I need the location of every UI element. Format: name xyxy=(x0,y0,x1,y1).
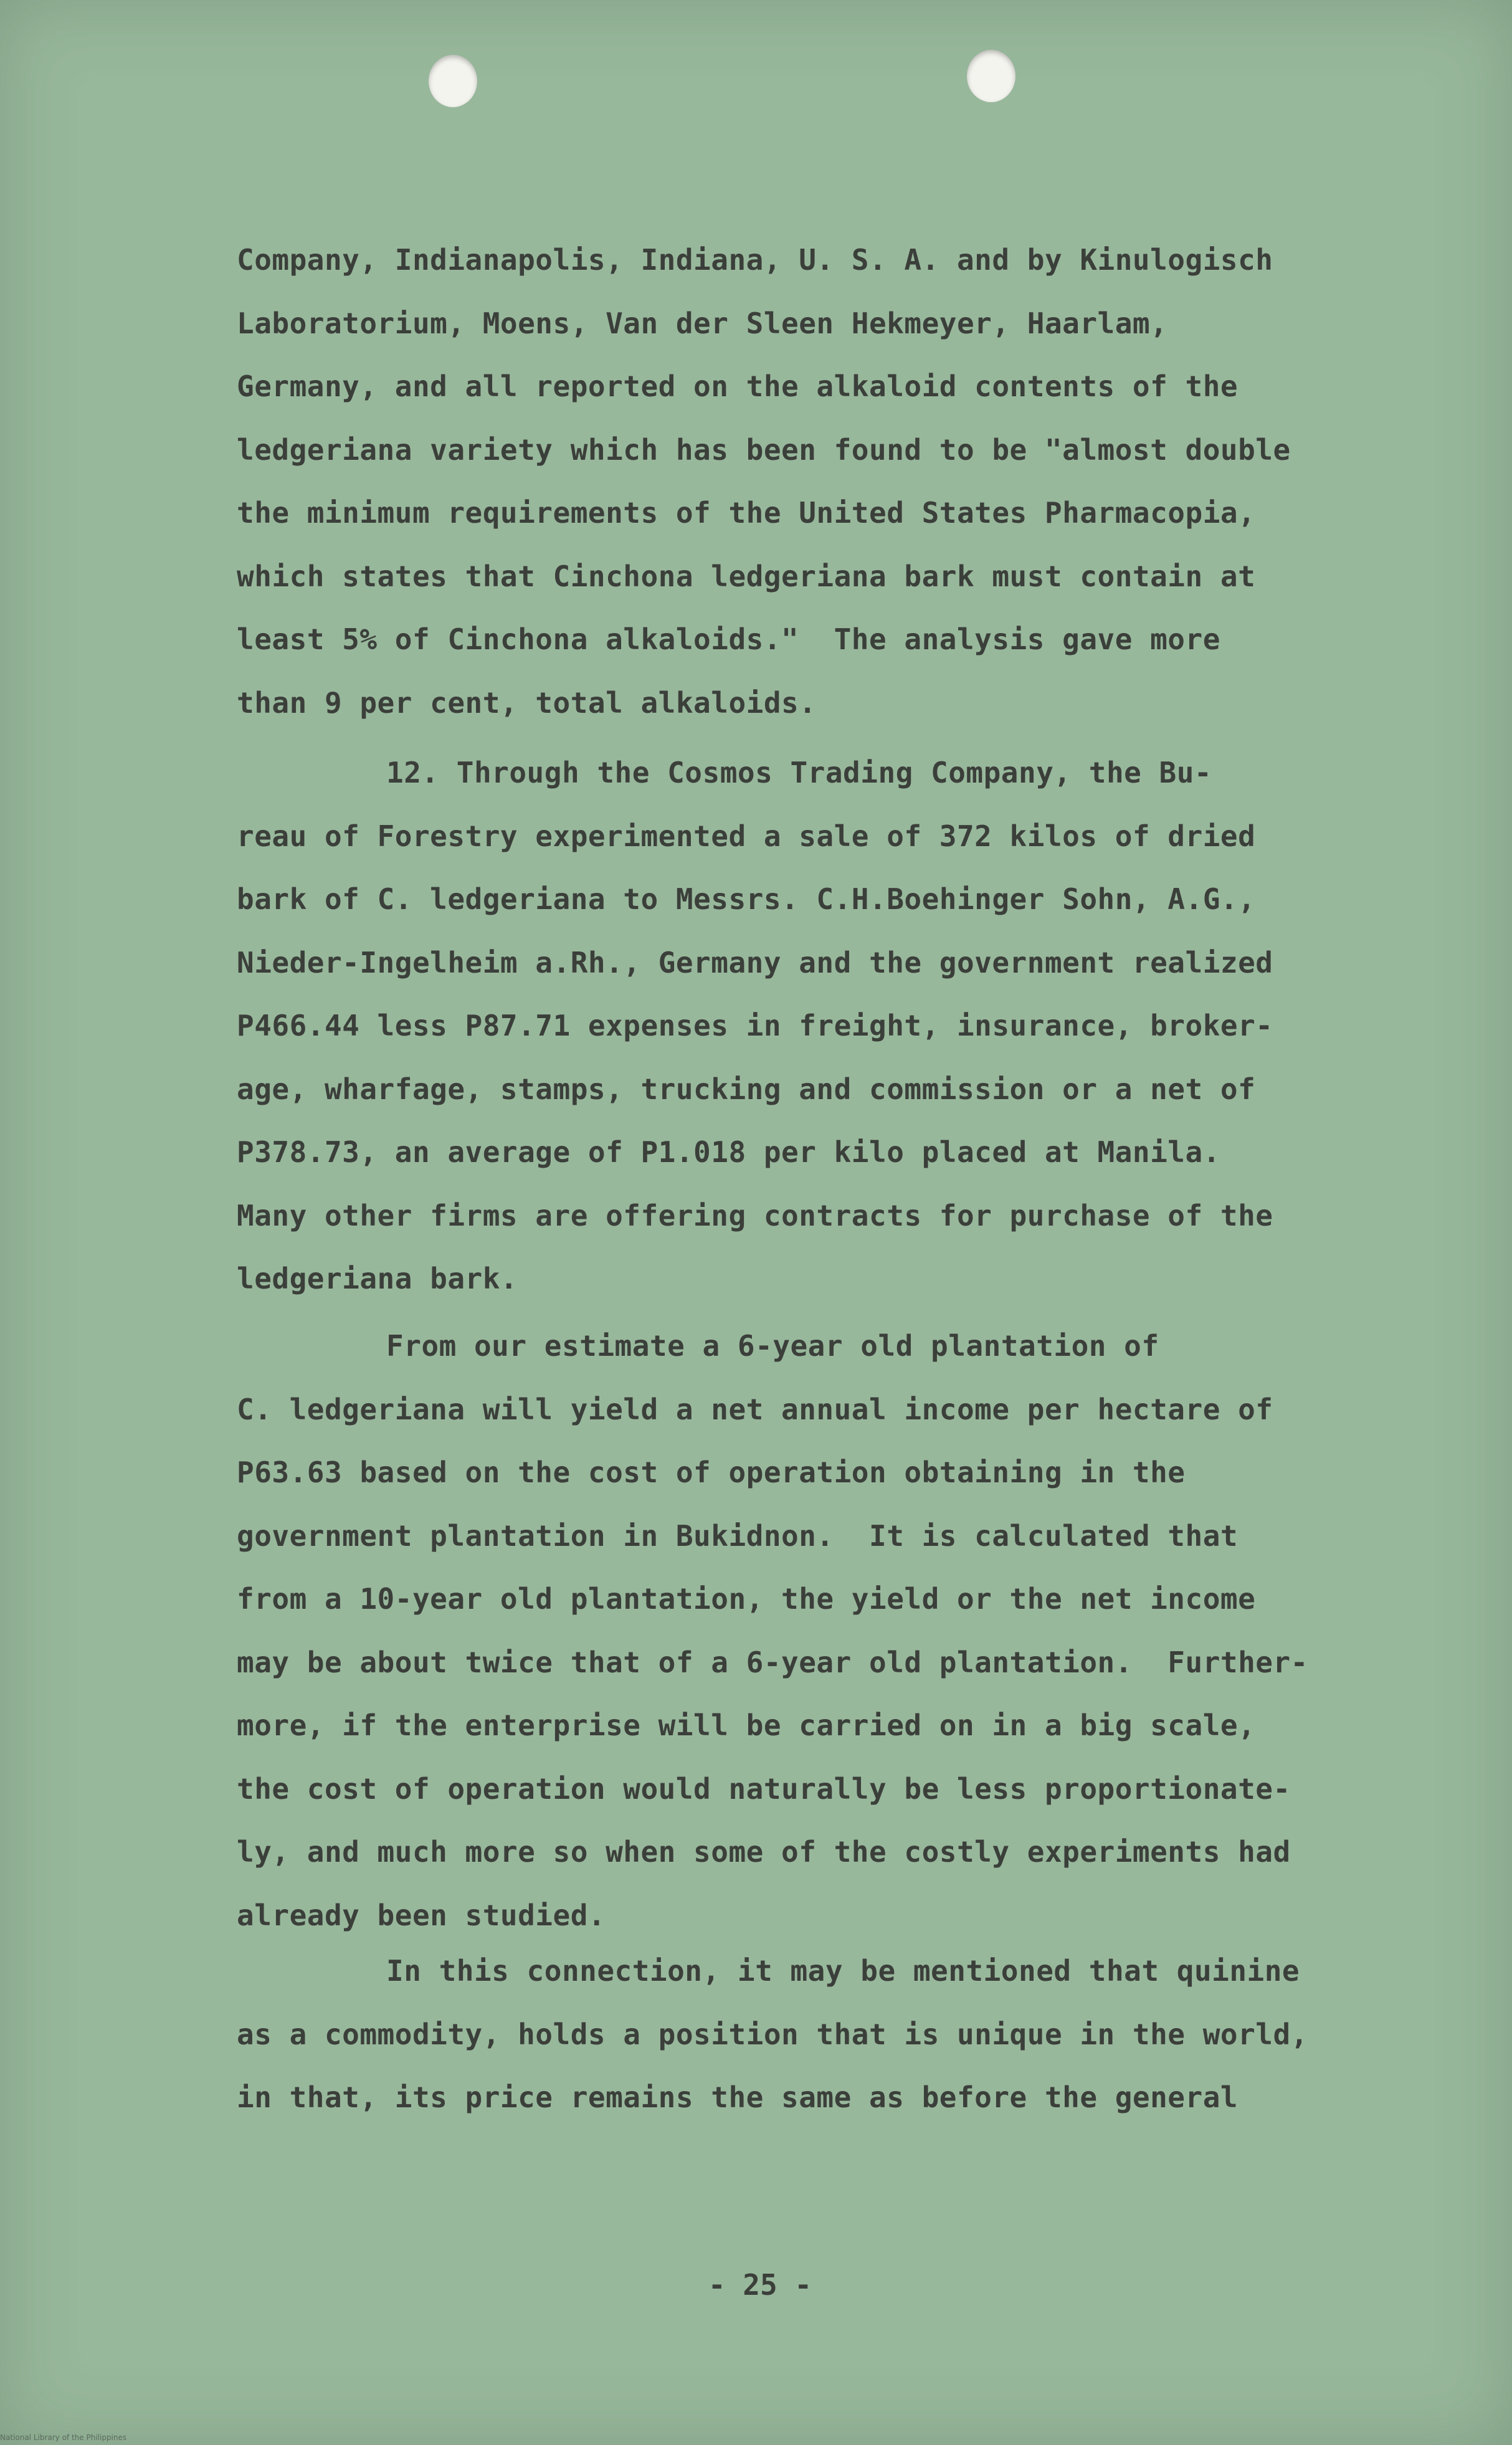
paragraph-12 xyxy=(237,741,1377,1311)
text-line: as a commodity, holds a position that is unique in the world, xyxy=(237,2017,1308,2051)
text-line: from a 10-year old plantation, the yield or the net income xyxy=(237,1582,1256,1616)
text-line: bark of C. ledgeriana to Messrs. C.H.Boehinger Sohn, A.G., xyxy=(237,882,1256,916)
text-line: already been studied. xyxy=(237,1898,606,1932)
text-line: which states that Cinchona ledgeriana bark must contain at xyxy=(237,559,1256,593)
text-line: P466.44 less P87.71 expenses in freight, insurance, broker- xyxy=(237,1009,1273,1042)
punch-hole-right xyxy=(967,50,1015,102)
paragraph-connection xyxy=(237,1940,1377,2130)
paragraph-estimate xyxy=(237,1315,1377,1947)
text-line: the cost of operation would naturally be less proportionate- xyxy=(237,1771,1291,1806)
page-number: - 25 - xyxy=(708,2268,812,2302)
text-line: government plantation in Bukidnon. It is calculated that xyxy=(237,1518,1239,1553)
text-line: may be about twice that of a 6-year old plantation. Further- xyxy=(237,1645,1308,1679)
text-line: least 5% of Cinchona alkaloids." The analysis gave more xyxy=(237,622,1220,656)
text-line: in that, its price remains the same as before the general xyxy=(237,2080,1239,2114)
text-line: more, if the enterprise will be carried on in a big scale, xyxy=(237,1709,1256,1742)
text-line: Laboratorium, Moens, Van der Sleen Hekmeyer, Haarlam, xyxy=(237,306,1168,340)
text-line: than 9 per cent, total alkaloids. xyxy=(237,685,817,720)
paragraph-continuation xyxy=(237,229,1377,735)
punch-hole-left xyxy=(429,55,477,107)
text-line: Germany, and all reported on the alkaloid contents of the xyxy=(237,369,1239,403)
text-line: P378.73, an average of P1.018 per kilo placed at Manila. xyxy=(237,1135,1220,1169)
text-line: the minimum requirements of the United States Pharmacopia, xyxy=(237,496,1256,530)
text-line: From our estimate a 6-year old plantation of xyxy=(386,1329,1159,1363)
text-line: Company, Indianapolis, Indiana, U. S. A. and by Kinulogisch xyxy=(237,243,1273,277)
text-line: 12. Through the Cosmos Trading Company, the Bu- xyxy=(386,756,1212,789)
text-line: C. ledgeriana will yield a net annual income per hectare of xyxy=(237,1392,1273,1426)
text-line: ledgeriana bark. xyxy=(237,1262,518,1295)
text-line: age, wharfage, stamps, trucking and commission or a net of xyxy=(237,1072,1256,1106)
text-line: P63.63 based on the cost of operation obtaining in the xyxy=(237,1456,1186,1489)
text-line: In this connection, it may be mentioned that quinine xyxy=(386,1954,1300,1988)
text-line: Nieder-Ingelheim a.Rh., Germany and the government realized xyxy=(237,945,1273,979)
text-line: ledgeriana variety which has been found to be "almost double xyxy=(237,432,1291,467)
text-line: ly, and much more so when some of the costly experiments had xyxy=(237,1835,1291,1869)
text-line: reau of Forestry experimented a sale of 372 kilos of dried xyxy=(237,819,1256,853)
text-line: Many other firms are offering contracts for purchase of the xyxy=(237,1198,1273,1232)
footer-credit: National Library of the Philippines xyxy=(0,2433,127,2442)
